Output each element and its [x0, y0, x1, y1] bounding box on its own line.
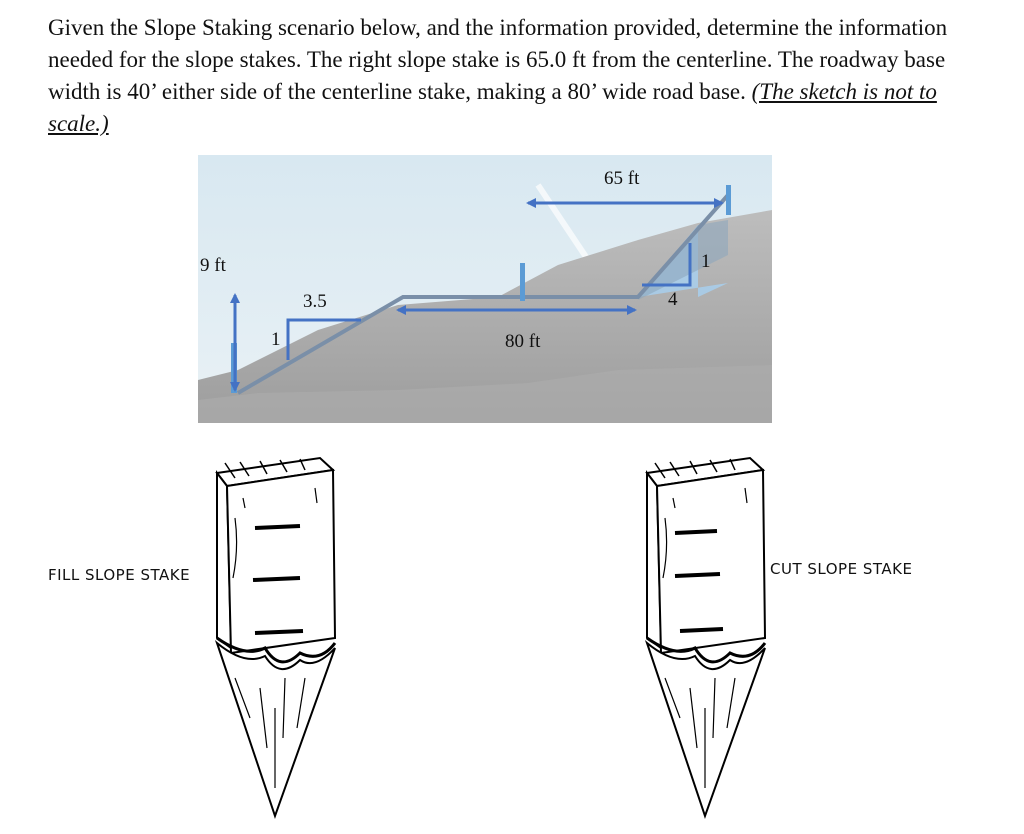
center-stake-marker	[520, 263, 525, 301]
cut-slope-stake	[635, 448, 780, 823]
label-65ft: 65 ft	[604, 168, 640, 189]
cut-slope-stake-label: CUT SLOPE STAKE	[770, 560, 913, 578]
label-80ft: 80 ft	[505, 331, 541, 352]
diagram-graphic	[198, 155, 772, 423]
cut-stake-marker	[726, 185, 731, 215]
problem-statement	[48, 12, 988, 140]
label-fill-rise: 1	[271, 329, 281, 350]
fill-slope-stake-label: FILL SLOPE STAKE	[48, 566, 191, 584]
fill-slope-stake	[205, 448, 350, 823]
slope-staking-diagram	[198, 155, 772, 423]
label-cut-rise: 1	[701, 251, 711, 272]
label-fill-run: 3.5	[303, 291, 327, 312]
label-cut-run: 4	[668, 289, 678, 310]
sketch-note: (The sketch is not to scale.)	[48, 79, 937, 136]
label-9ft: 9 ft	[200, 255, 226, 276]
cut-stake-drawing	[635, 448, 780, 823]
problem-text: Given the Slope Staking scenario below, and the information provided, determine the information needed for the slope stakes. The right slope stake is 65.0 ft from the centerline. The roadway base width is 40’ either side of the centerline stake, making a 80’ wide road base.	[48, 15, 948, 104]
fill-stake-drawing	[205, 448, 350, 823]
